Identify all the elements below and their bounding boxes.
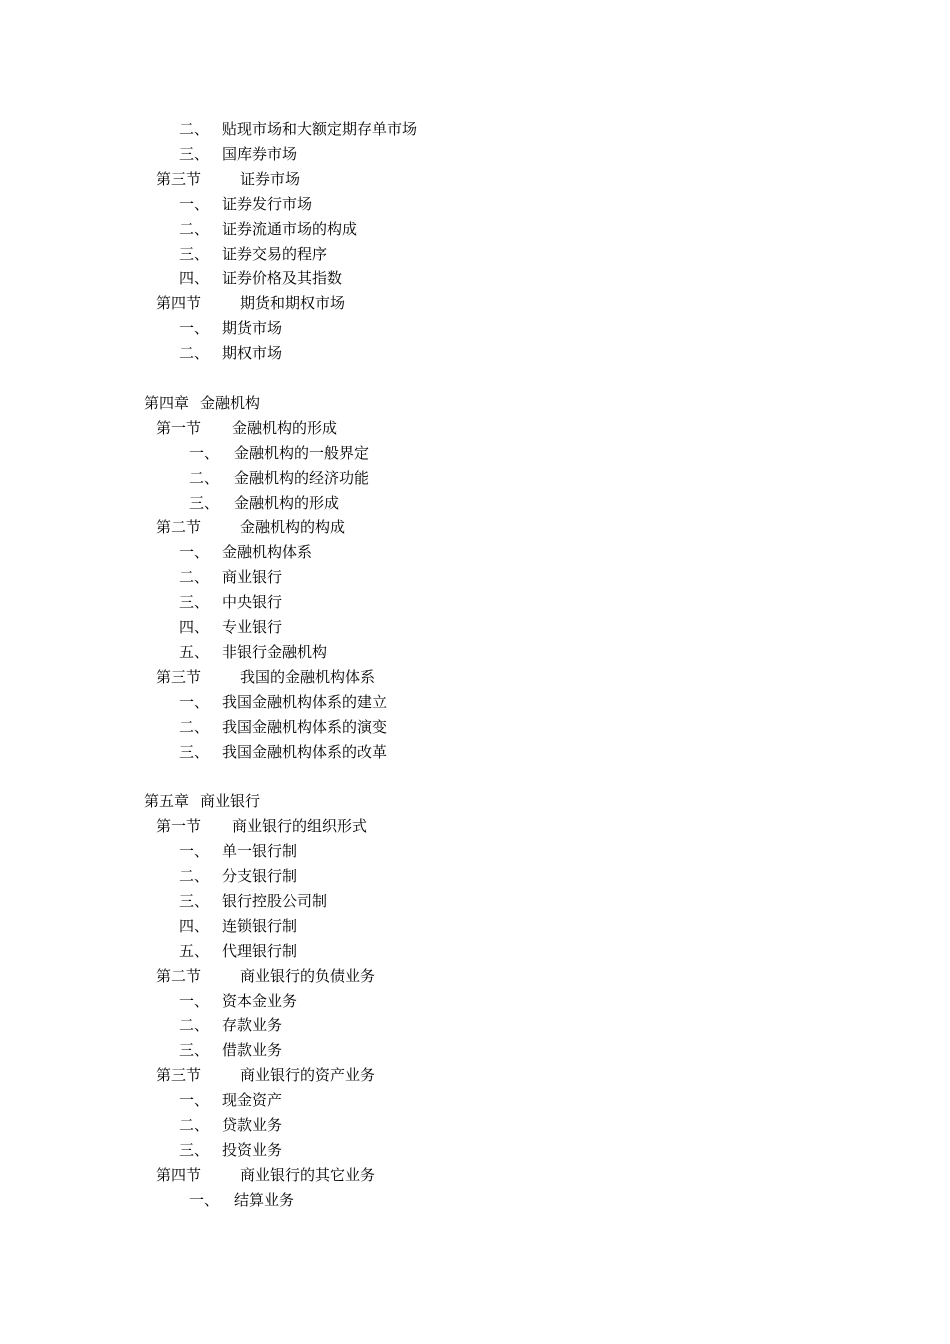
toc-section: [0, 815, 950, 837]
toc-title: 我国金融机构体系的改革: [222, 742, 388, 761]
toc-number: 一、: [189, 443, 220, 462]
toc-title: 金融机构的形成: [232, 418, 338, 437]
toc-title: 商业银行的资产业务: [240, 1066, 376, 1085]
toc-item: [0, 1039, 950, 1061]
toc-number: 一、: [179, 319, 210, 338]
toc-number: 二、: [179, 1116, 210, 1134]
toc-number: 一、: [179, 842, 210, 861]
toc-title: 结算业务: [234, 1190, 295, 1209]
toc-title: 我国金融机构体系的建立: [222, 692, 388, 711]
toc-number: 第二节: [156, 966, 202, 985]
toc-item: [0, 591, 950, 613]
toc-item: [0, 641, 950, 663]
toc-section: [0, 417, 950, 439]
toc-title: 金融机构的构成: [240, 518, 346, 537]
toc-number: 二、: [179, 1016, 210, 1035]
toc-number: 四、: [179, 916, 210, 935]
toc-title: 商业银行的组织形式: [232, 817, 368, 836]
toc-item: [0, 890, 950, 912]
toc-number: 二、: [179, 717, 210, 736]
toc-title: 期权市场: [222, 344, 283, 363]
toc-chapter: [0, 392, 950, 414]
toc-item: [0, 492, 950, 514]
toc-number: 一、: [179, 1091, 210, 1110]
toc-title: 连锁银行制: [222, 916, 298, 935]
toc-number: 第四节: [156, 294, 202, 313]
toc-item: [0, 840, 950, 862]
toc-item: [0, 467, 950, 489]
toc-item: [0, 1114, 950, 1136]
toc-title: 我国金融机构体系的演变: [222, 717, 388, 736]
toc-number: 第五章: [144, 792, 190, 811]
toc-title: 金融机构: [200, 393, 261, 412]
toc-number: 二、: [179, 120, 210, 138]
toc-item: [0, 865, 950, 887]
toc-section: [0, 666, 950, 688]
toc-title: 分支银行制: [222, 867, 298, 885]
toc-number: 五、: [179, 941, 210, 960]
toc-number: 三、: [179, 891, 210, 910]
toc-section: [0, 965, 950, 987]
toc-number: 第四章: [144, 393, 190, 412]
toc-number: 二、: [179, 219, 210, 238]
toc-number: 一、: [179, 991, 210, 1010]
toc-item: [0, 317, 950, 339]
toc-section: [0, 1164, 950, 1186]
toc-title: 证券流通市场的构成: [222, 219, 358, 238]
toc-number: 三、: [179, 244, 210, 263]
toc-number: 三、: [179, 593, 210, 612]
toc-title: 非银行金融机构: [222, 642, 328, 661]
toc-title: 金融机构的一般界定: [234, 443, 370, 462]
toc-item: [0, 118, 950, 140]
toc-title: 贴现市场和大额定期存单市场: [222, 120, 418, 138]
toc-item: [0, 940, 950, 962]
toc-number: 第一节: [156, 418, 202, 437]
toc-title: 商业银行的负债业务: [240, 966, 376, 985]
toc-title: 金融机构体系: [222, 543, 313, 562]
toc-number: 第一节: [156, 817, 202, 836]
toc-item: [0, 143, 950, 165]
toc-section: [0, 168, 950, 190]
toc-title: 证券交易的程序: [222, 244, 328, 263]
toc-title: 中央银行: [222, 593, 283, 612]
toc-title: 期货和期权市场: [240, 294, 346, 313]
toc-number: 三、: [179, 742, 210, 761]
toc-number: 一、: [189, 1190, 220, 1209]
toc-item: [0, 442, 950, 464]
toc-section: [0, 292, 950, 314]
toc-number: 一、: [179, 692, 210, 711]
toc-item: [0, 741, 950, 763]
toc-item: [0, 541, 950, 563]
toc-title: 证券发行市场: [222, 194, 313, 213]
toc-number: 第二节: [156, 518, 202, 537]
toc-title: 商业银行: [200, 792, 261, 811]
toc-number: 二、: [189, 468, 220, 487]
toc-title: 投资业务: [222, 1140, 283, 1159]
toc-item: [0, 1189, 950, 1211]
toc-item: [0, 566, 950, 588]
toc-title: 金融机构的经济功能: [234, 468, 370, 487]
toc-chapter: [0, 790, 950, 812]
toc-item: [0, 1014, 950, 1036]
toc-item: [0, 267, 950, 289]
toc-title: 现金资产: [222, 1091, 283, 1110]
toc-title: 证券价格及其指数: [222, 269, 343, 288]
toc-number: 第三节: [156, 1066, 202, 1085]
toc-item: [0, 915, 950, 937]
toc-item: [0, 691, 950, 713]
toc-title: 单一银行制: [222, 842, 298, 861]
toc-number: 三、: [189, 493, 220, 512]
toc-number: 三、: [179, 144, 210, 163]
toc-number: 第三节: [156, 169, 202, 188]
toc-number: 二、: [179, 344, 210, 363]
toc-title: 国库券市场: [222, 144, 298, 163]
toc-item: [0, 193, 950, 215]
toc-item: [0, 616, 950, 638]
toc-title: 贷款业务: [222, 1116, 283, 1134]
toc-item: [0, 716, 950, 738]
toc-title: 商业银行的其它业务: [240, 1165, 376, 1184]
toc-item: [0, 990, 950, 1012]
toc-section: [0, 1064, 950, 1086]
toc-number: 五、: [179, 642, 210, 661]
toc-title: 存款业务: [222, 1016, 283, 1035]
toc-title: 证券市场: [240, 169, 301, 188]
toc-title: 代理银行制: [222, 941, 298, 960]
toc-title: 借款业务: [222, 1041, 283, 1060]
toc-item: [0, 1089, 950, 1111]
toc-number: 四、: [179, 618, 210, 636]
toc-number: 四、: [179, 269, 210, 288]
toc-number: 三、: [179, 1041, 210, 1060]
toc-section: [0, 516, 950, 538]
toc-number: 第三节: [156, 667, 202, 686]
toc-title: 金融机构的形成: [234, 493, 340, 512]
toc-number: 三、: [179, 1140, 210, 1159]
toc-item: [0, 1139, 950, 1161]
toc-item: [0, 218, 950, 240]
toc-item: [0, 243, 950, 265]
toc-number: 一、: [179, 194, 210, 213]
toc-item: [0, 342, 950, 364]
toc-number: 第四节: [156, 1165, 202, 1184]
toc-title: 我国的金融机构体系: [240, 667, 376, 686]
toc-number: 一、: [179, 543, 210, 562]
toc-title: 商业银行: [222, 568, 283, 587]
toc-title: 资本金业务: [222, 991, 298, 1010]
toc-title: 期货市场: [222, 319, 283, 338]
toc-number: 二、: [179, 568, 210, 587]
toc-number: 二、: [179, 867, 210, 885]
toc-title: 银行控股公司制: [222, 891, 328, 910]
toc-title: 专业银行: [222, 618, 283, 636]
